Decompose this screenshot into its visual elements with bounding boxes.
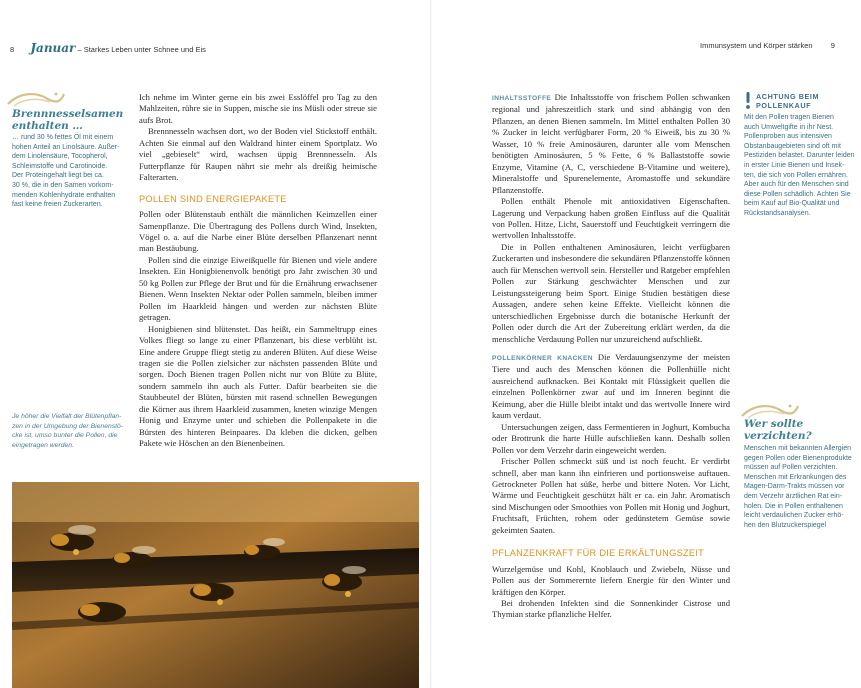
exclamation-icon (744, 92, 752, 110)
body-paragraph: Wurzelgemüse und Kohl, Knoblauch und Zwiebeln, Nüsse und Pollen aus der Sommerernte liefern Energie für den Winter und kräftigen den Körper. (492, 563, 730, 597)
runin-pollenkoerner: POLLENKÖRNER KNACKEN (492, 354, 593, 362)
sidebar-line: dem Verzehr ärztlichen Rat ein- (744, 492, 843, 500)
paragraph-text: Die Verdauungsenzyme der meisten Tiere und auch des Menschen können die Pollenhülle nicht ausreichend aufknacken. Bei Kontakt mit Flüssigkeit quellen die einzelnen Pollenkörner zwar auf und im Inneren beginnt die Keimung, aber die Hülle bleibt intakt und das wertvolle Innere wird kaum verdaut. (492, 351, 731, 421)
sidebar-line: 30 %, die in den Samen vorkom- (12, 181, 114, 189)
body-paragraph: Pollen enthält Phenole mit antioxidativen Eigenschaften. Lagerung und Verpackung haben großen Einfluss auf die Qualität von Pollen. Hitze, Licht, Sauerstoff und Feuchtigkeit verringern die wertvollen Inhaltsstoffe. (492, 196, 730, 241)
sidebar-line: leicht verdaulichen Zucker erhö- (744, 512, 844, 520)
right-header-title: Immunsystem und Körper stärken (700, 41, 813, 50)
right-running-header (700, 41, 835, 50)
sidebar-line: Menschen mit bekannten Allergien (744, 445, 852, 452)
attention-line: Mit den Pollen tragen Bienen (744, 114, 834, 121)
sidebar-line: menden Kohlenhydrate enthalten (12, 191, 116, 199)
sidebar-line: fast keine freien Zuckerarten. (12, 201, 103, 209)
body-paragraph: Pollen oder Blütenstaub enthält die männlichen Keimzellen einer Samenpflanze. Die Übertragung des Pollens durch Wind, Insekten, Vögel o. a. auf die Narbe einer Blüte derselben Pflanzenart nennt man Bestäubung. (139, 209, 377, 254)
right-page-number: 9 (830, 41, 835, 50)
intro-paragraph: Brennnesseln wachsen dort, wo der Boden viel Stickstoff enthält. Achten Sie einmal auf den Waldrand hinter einem Sportplatz. Wo viel „gebieselt“ wird, wachsen üppig Brennnesseln. Als Futterpflanze für Raupen nährt sie mehr als dreißig heimische Falterarten. (139, 126, 377, 183)
sidebar-heading-line-1: Brennnesselsamen (12, 108, 124, 120)
caption-line: zen in der Umgebung der Bienenstö- (12, 422, 124, 430)
body-paragraph: Frischer Pollen schmeckt süß und ist noch feucht. Er verdirbt schnell, aber man kann ihn einfrieren und portionsweise auftauen. Getrockneter Pollen hat süße, herbe und bittere Noten. Vor Licht, Wärme und Feuchtigkeit geschützt hält er ca. ein Jahr. Aromatisch sind Mischungen oder Smoothies von Pollen mit Honig und Joghurt, Fruchtsaft, Früchten, rohem oder gedünstetem Gemüse sowie gekeimten Saaten. (492, 456, 730, 535)
body-paragraph: Pollen sind die einzige Eiweißquelle für Bienen und viele andere Insekten. Ein Honigbienenvolk benötigt pro Jahr zwischen 30 und 50 kg Pollen zur Pflege der Brut und für die Ernährung erwachsener Bienen. Wenn Insekten Nektar oder Pollen sammeln, bleiben immer Pollen im Haarkleid hängen und werden zur nächsten Blüte getragen. (139, 254, 377, 323)
attention-line: Aber auch für den Menschen sind (744, 181, 849, 189)
caption-line: eingetragen werden. (12, 441, 74, 449)
attention-heading-line-1: ACHTUNG BEIM (756, 92, 820, 101)
left-header-subtitle: Starkes Leben unter Schnee und Eis (83, 45, 206, 54)
sidebar-heading-line-2: enthalten … (12, 120, 83, 132)
sidebar-nettle-seeds (12, 108, 132, 210)
body-paragraph: Untersuchungen zeigen, dass Fermentieren in Joghurt, Kombucha oder Brottrunk die harte Hülle aufschließen kann. Deshalb sollen Pollen vor dem Verzehr darin eingeweicht werden. (492, 421, 730, 455)
attention-line: ten, die sich von Pollen ernähren. (744, 171, 848, 179)
attention-box (744, 92, 856, 219)
caption-line: cke ist, umso bunter die Pollen, die (12, 432, 118, 440)
sidebar-line: Der Proteingehalt liegt bei ca. (12, 172, 104, 180)
decorative-swirl-icon (6, 88, 66, 108)
sidebar-who-should-avoid (744, 418, 858, 530)
sidebar-line: dem Linolensäure, Tocopherol, (12, 153, 108, 161)
section-title-cold-season: PFLANZENKRAFT FÜR DIE ERKÄLTUNGSZEIT (492, 548, 705, 559)
sidebar-line: hen den Blutzuckerspiegel (744, 521, 827, 529)
sidebar-line: hohen Anteil an Linolsäure. Außer- (12, 143, 120, 151)
body-paragraph: Bei drohenden Infekten sind die Sonnenkinder Cistrose und Thymian starke pflanzliche Helfer. (492, 598, 730, 620)
right-text-column (492, 92, 730, 621)
month-title: Januar (30, 41, 76, 55)
sidebar-heading-line-2: verzichten? (744, 430, 812, 442)
intro-paragraph: Ich nehme im Winter gerne ein bis zwei Esslöffel pro Tag zu den Mahlzeiten, rühre sie in Suppen, mische sie ins Müsli oder streue sie aufs Brot. (139, 92, 377, 125)
left-running-header (10, 41, 206, 55)
sidebar-line: müssen auf Pollen verzichten. (744, 464, 838, 472)
sidebar-line: Schleimstoffe und Carotinoide. (12, 162, 108, 170)
attention-line: auch Umweltgifte in ihr Nest. (744, 123, 834, 131)
photo-caption (12, 412, 132, 450)
runin-inhaltsstoffe: INHALTSSTOFFE (492, 95, 552, 102)
left-text-column (139, 92, 377, 450)
sidebar-line: holen. Die in Pollen enthaltenen (744, 502, 843, 510)
decorative-swirl-icon (740, 400, 800, 420)
page-gutter (430, 0, 432, 688)
attention-line: Rückstandsanalysen. (744, 209, 811, 217)
attention-heading-line-2: POLLENKAUF (756, 101, 812, 110)
bee-hive-photo (12, 482, 419, 688)
section-title-pollen: POLLEN SIND ENERGIEPAKETE (139, 193, 287, 204)
attention-line: Pestiziden belastet. Darunter leiden (744, 152, 855, 160)
sidebar-line: … rund 30 % fettes Öl mit einem (12, 134, 114, 141)
sidebar-line: Menschen mit Erkrankungen des (744, 473, 847, 481)
paragraph-text: Die Inhaltsstoffe von frischem Pollen schwanken regional und jahreszeitlich stark und sind abhängig von den Pflanzen, an denen Bienen sammeln. Im Mittel enthalten Pollen 30 % Zucker in leicht verfügbarer Form, 20 % Eiweiß, bis zu 30 % Wasser, 10 % freie Aminosäuren, darunter alle vom Menschen benötigten Aminosäuren, 5 % Fette, 6 % Ballaststoffe sowie Enzyme, Vitamine (A, C, verschiedene B-Vitamine und weitere), Mineralstoffe und Spurenelemente, Aromastoffe und sekundäre Pflanzenstoffe. (492, 92, 730, 195)
sidebar-line: gegen Pollen oder Bienenprodukte (744, 454, 852, 462)
left-page-number: 8 (10, 45, 15, 54)
attention-line: Pollenproben aus intensiven (744, 133, 832, 141)
body-paragraph: Honigbienen sind blütenstet. Das heißt, ein Sammeltrupp eines Volkes fliegt so lange zu einer Pflanzenart, bis diese verblüht ist. Eine andere Gruppe fliegt stetig zu anderen Blüten. Auf diese Weise tragen sie die Pollen zielsicher zur nächsten passenden Blüte und sorgen. Doch Bienen tragen Pollen nicht nur von Blüte zu Blüte, sondern sammeln ihn auch als Futter. Dafür bearbeiten sie die Staubbeutel der Blüten, bürsten mit rasend schnellen Bewegungen die Körner aus ihrem Haarkleid zusammen, kneten winzige Mengen Honig und Enzyme unter und schieben die Pollenpakete in die Bürsten des hinteren Beinpaares. Da kleben die dicken, gelben Pakete wie Höschen an den Bienenbeinen. (139, 323, 377, 449)
attention-line: beim Kauf auf Bio-Qualität und (744, 200, 840, 208)
attention-line: diese Pollen schädlich. Achten Sie (744, 190, 851, 198)
sidebar-heading-line-1: Wer sollte (744, 418, 804, 430)
pollen-cracking-paragraph (492, 352, 730, 422)
sidebar-line: Magen-Darm-Trakts müssen vor (744, 483, 845, 491)
ingredients-paragraph (492, 92, 730, 196)
attention-line: in erster Linie Bienen und Insek- (744, 161, 845, 169)
header-dash: – (75, 45, 84, 54)
attention-line: Obstanbaugebieten sind oft mit (744, 142, 841, 150)
caption-line: Je höher die Vielfalt der Blütenpflan- (12, 413, 122, 420)
body-paragraph: Die in Pollen enthaltenen Aminosäuren, leicht verfügbaren Zuckerarten und insbesondere die sekundären Pflanzenstoffe können auch für Menschen wertvoll sein. Hersteller und Ratgeber empfehlen Pollen zur Stärkung geschwächter Menschen und zur Leistungssteigerung beim Sport. Einige Studien bestätigen diese Aussagen, andere sehen keine Effekte. Vielleicht können die unterschiedlichen Ergebnisse durch die botanische Herkunft der Pollen oder durch die Art der Zubereitung erklärt werden, da die menschliche Verdauung Pollen nur unzureichend aufschließt. (492, 241, 730, 344)
